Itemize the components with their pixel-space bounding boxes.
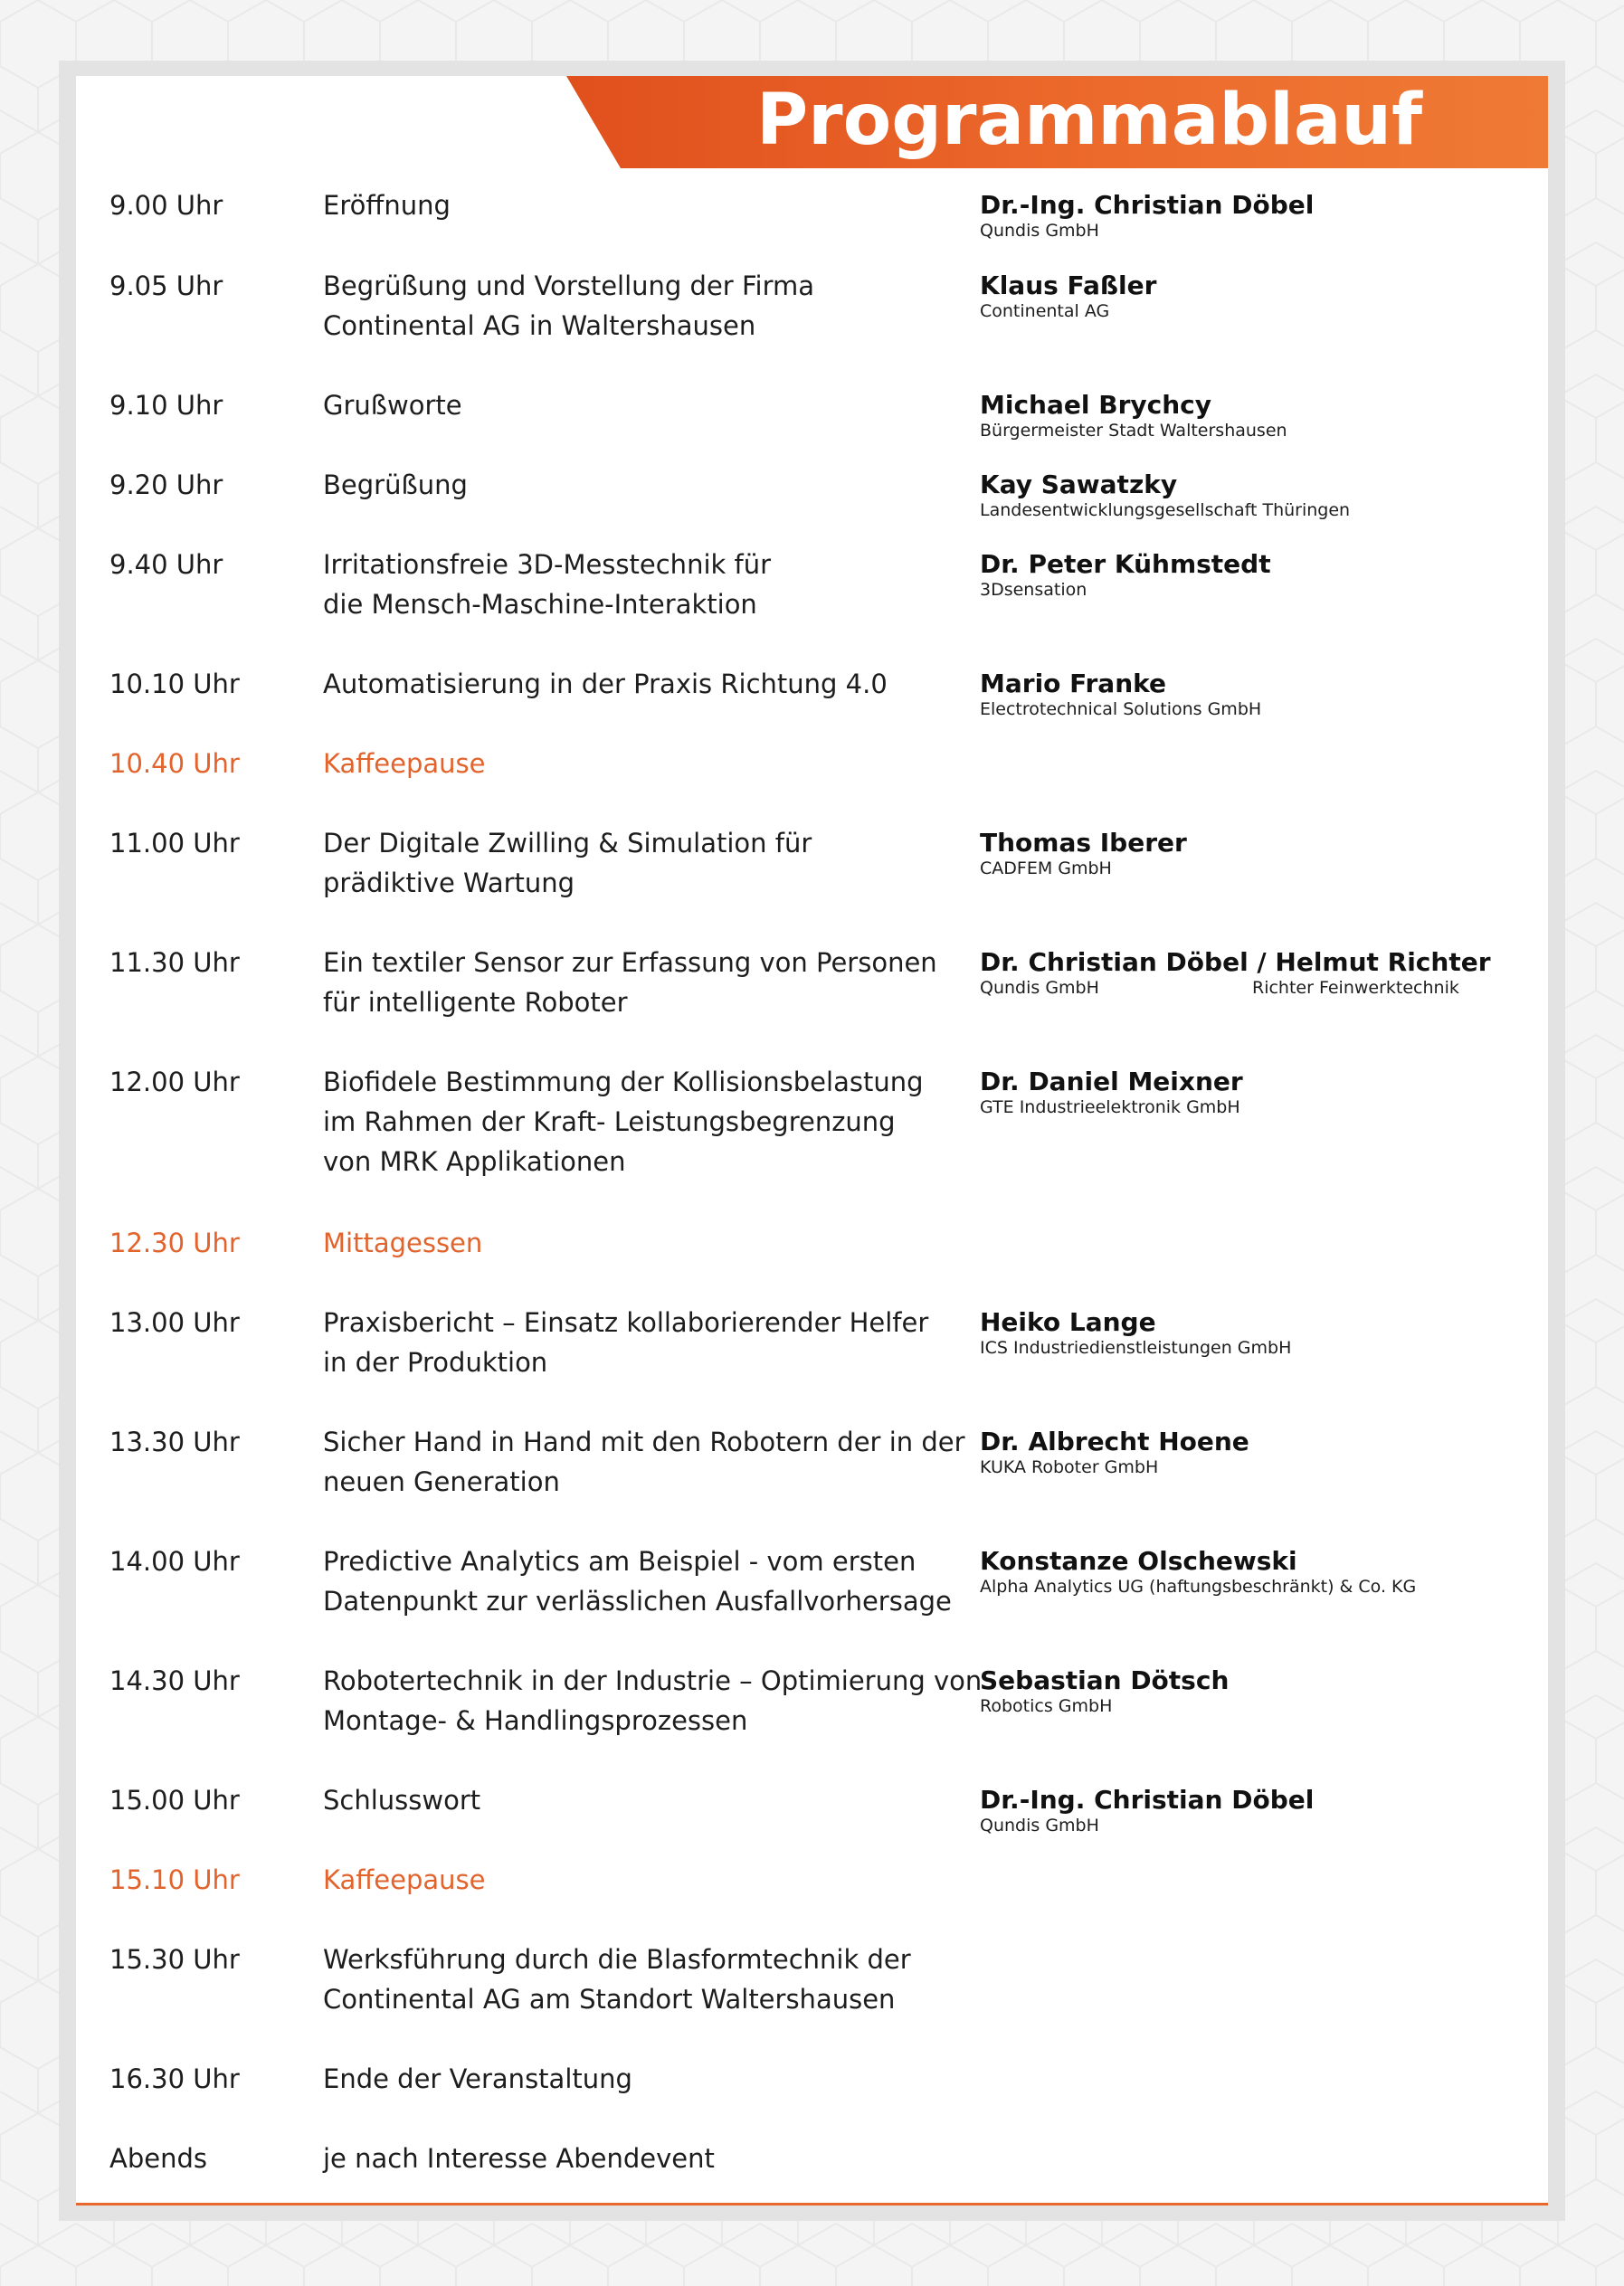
session-topic <box>323 1940 956 2019</box>
topic-line: Automatisierung in der Praxis Richtung 4.0 <box>323 669 888 699</box>
schedule-row <box>0 1541 1624 1617</box>
session-time: 9.20 Uhr <box>109 470 223 500</box>
speaker-company: Qundis GmbH <box>980 221 1099 241</box>
session-time: 9.05 Uhr <box>109 270 223 301</box>
session-topic <box>323 2059 956 2099</box>
session-time: 12.00 Uhr <box>109 1067 240 1097</box>
speaker-name: Heiko Lange <box>980 1307 1156 1337</box>
schedule-row <box>0 1303 1624 1378</box>
topic-line: Kaffeepause <box>323 748 486 779</box>
topic-line: je nach Interesse Abendevent <box>323 2143 715 2174</box>
session-time: 15.10 Uhr <box>109 1864 240 1895</box>
session-time: 9.40 Uhr <box>109 549 223 580</box>
session-time: 15.30 Uhr <box>109 1944 240 1975</box>
topic-line: Praxisbericht – Einsatz kollaborierender Helfer <box>323 1307 929 1338</box>
schedule-row <box>0 2059 1624 2131</box>
topic-line: Continental AG in Waltershausen <box>323 310 756 341</box>
session-topic <box>323 266 956 346</box>
session-time: 9.10 Uhr <box>109 390 223 421</box>
session-topic <box>323 465 956 505</box>
topic-line: neuen Generation <box>323 1466 560 1497</box>
session-time: 9.00 Uhr <box>109 190 223 221</box>
topic-line: prädiktive Wartung <box>323 868 575 898</box>
speaker-name: Dr. Albrecht Hoene <box>980 1427 1249 1456</box>
speaker-name: Klaus Faßler <box>980 270 1157 300</box>
session-time: 11.30 Uhr <box>109 947 240 978</box>
schedule-row <box>0 1940 1624 2015</box>
topic-line: Continental AG am Standort Waltershausen <box>323 1984 896 2015</box>
speaker-company: ICS Industriedienstleistungen GmbH <box>980 1338 1292 1358</box>
session-time: 11.00 Uhr <box>109 828 240 858</box>
topic-line: die Mensch-Maschine-Interaktion <box>323 589 757 620</box>
session-topic <box>323 2139 956 2178</box>
topic-line: Sicher Hand in Hand mit den Robotern der in der <box>323 1427 965 1457</box>
session-topic <box>323 1062 956 1181</box>
speaker-company: CADFEM GmbH <box>980 858 1112 878</box>
speaker-name: Mario Franke <box>980 669 1166 698</box>
speaker-name: Kay Sawatzky <box>980 470 1178 499</box>
schedule-row <box>0 1860 1624 1932</box>
topic-line: Werksführung durch die Blasformtechnik der <box>323 1944 911 1975</box>
topic-line: Begrüßung und Vorstellung der Firma <box>323 270 815 301</box>
speaker-company: KUKA Roboter GmbH <box>980 1457 1159 1477</box>
topic-line: im Rahmen der Kraft- Leistungsbegrenzung <box>323 1106 896 1137</box>
schedule-row <box>0 266 1624 341</box>
session-topic <box>323 385 956 425</box>
session-topic <box>323 664 956 704</box>
topic-line: Irritationsfreie 3D-Messtechnik für <box>323 549 772 580</box>
schedule-row <box>0 1780 1624 1853</box>
speaker-company: Bürgermeister Stadt Waltershausen <box>980 421 1287 441</box>
session-time: 10.10 Uhr <box>109 669 240 699</box>
topic-line: Mittagessen <box>323 1228 483 1258</box>
speaker-name: Dr. Peter Kühmstedt <box>980 549 1271 579</box>
session-time: 14.00 Uhr <box>109 1546 240 1577</box>
session-topic <box>323 545 956 624</box>
page-title: Programmablauf <box>756 80 1423 161</box>
session-topic <box>323 744 956 783</box>
speaker-company: 3Dsensation <box>980 580 1087 600</box>
schedule-row <box>0 664 1624 736</box>
speaker-company: Continental AG <box>980 301 1110 321</box>
session-time: Abends <box>109 2143 207 2174</box>
speaker-company: Electrotechnical Solutions GmbH <box>980 699 1262 719</box>
session-time: 16.30 Uhr <box>109 2063 240 2094</box>
session-topic <box>323 1223 956 1263</box>
topic-line: von MRK Applikationen <box>323 1146 626 1177</box>
schedule-row <box>0 1661 1624 1736</box>
session-topic <box>323 1860 956 1900</box>
session-time: 14.30 Uhr <box>109 1665 240 1696</box>
session-topic <box>323 1780 956 1820</box>
speaker-company: Qundis GmbH <box>980 978 1099 998</box>
topic-line: Ende der Veranstaltung <box>323 2063 632 2094</box>
speaker-name: Konstanze Olschewski <box>980 1546 1297 1576</box>
speaker-name: Dr.-Ing. Christian Döbel <box>980 190 1315 220</box>
speaker-company: Qundis GmbH <box>980 1816 1099 1835</box>
session-time: 15.00 Uhr <box>109 1785 240 1816</box>
topic-line: Biofidele Bestimmung der Kollisionsbelastung <box>323 1067 924 1097</box>
schedule-row <box>0 2139 1624 2211</box>
topic-line: Ein textiler Sensor zur Erfassung von Personen <box>323 947 937 978</box>
speaker-company: GTE Industrieelektronik GmbH <box>980 1097 1240 1117</box>
topic-line: Predictive Analytics am Beispiel - vom ersten <box>323 1546 916 1577</box>
session-time: 12.30 Uhr <box>109 1228 240 1258</box>
session-topic <box>323 943 956 1022</box>
speaker-company: Alpha Analytics UG (haftungsbeschränkt) & Co. KG <box>980 1577 1417 1597</box>
schedule-row <box>0 1062 1624 1177</box>
speaker-name: Thomas Iberer <box>980 828 1187 858</box>
topic-line: Der Digitale Zwilling & Simulation für <box>323 828 812 858</box>
schedule-row <box>0 545 1624 620</box>
topic-line: Robotertechnik in der Industrie – Optimierung von <box>323 1665 983 1696</box>
speaker-name: Dr. Christian Döbel / Helmut Richter <box>980 947 1491 977</box>
topic-line: Eröffnung <box>323 190 451 221</box>
topic-line: Begrüßung <box>323 470 468 500</box>
speaker-company: Robotics GmbH <box>980 1696 1113 1716</box>
speaker-company-second: Richter Feinwerktechnik <box>1252 978 1459 998</box>
session-time: 13.30 Uhr <box>109 1427 240 1457</box>
session-topic <box>323 823 956 903</box>
session-topic <box>323 1541 956 1621</box>
schedule-row <box>0 385 1624 458</box>
session-topic <box>323 1303 956 1382</box>
session-time: 10.40 Uhr <box>109 748 240 779</box>
session-time: 13.00 Uhr <box>109 1307 240 1338</box>
schedule-row <box>0 744 1624 816</box>
schedule-row <box>0 465 1624 537</box>
topic-line: für intelligente Roboter <box>323 987 628 1018</box>
topic-line: Kaffeepause <box>323 1864 486 1895</box>
topic-line: Datenpunkt zur verlässlichen Ausfallvorhersage <box>323 1586 952 1617</box>
session-topic <box>323 1422 965 1502</box>
session-topic <box>323 1661 983 1741</box>
session-topic <box>323 185 956 225</box>
schedule-row <box>0 823 1624 896</box>
schedule-row <box>0 1223 1624 1295</box>
schedule-row <box>0 185 1624 258</box>
topic-line: in der Produktion <box>323 1347 548 1378</box>
schedule-row <box>0 1422 1624 1497</box>
speaker-company: Landesentwicklungsgesellschaft Thüringen <box>980 500 1351 520</box>
speaker-name: Dr.-Ing. Christian Döbel <box>980 1785 1315 1815</box>
speaker-name: Sebastian Dötsch <box>980 1665 1230 1695</box>
topic-line: Montage- & Handlingsprozessen <box>323 1705 748 1736</box>
speaker-name: Dr. Daniel Meixner <box>980 1067 1243 1096</box>
schedule-row <box>0 943 1624 1018</box>
topic-line: Schlusswort <box>323 1785 481 1816</box>
topic-line: Grußworte <box>323 390 462 421</box>
speaker-name: Michael Brychcy <box>980 390 1212 420</box>
